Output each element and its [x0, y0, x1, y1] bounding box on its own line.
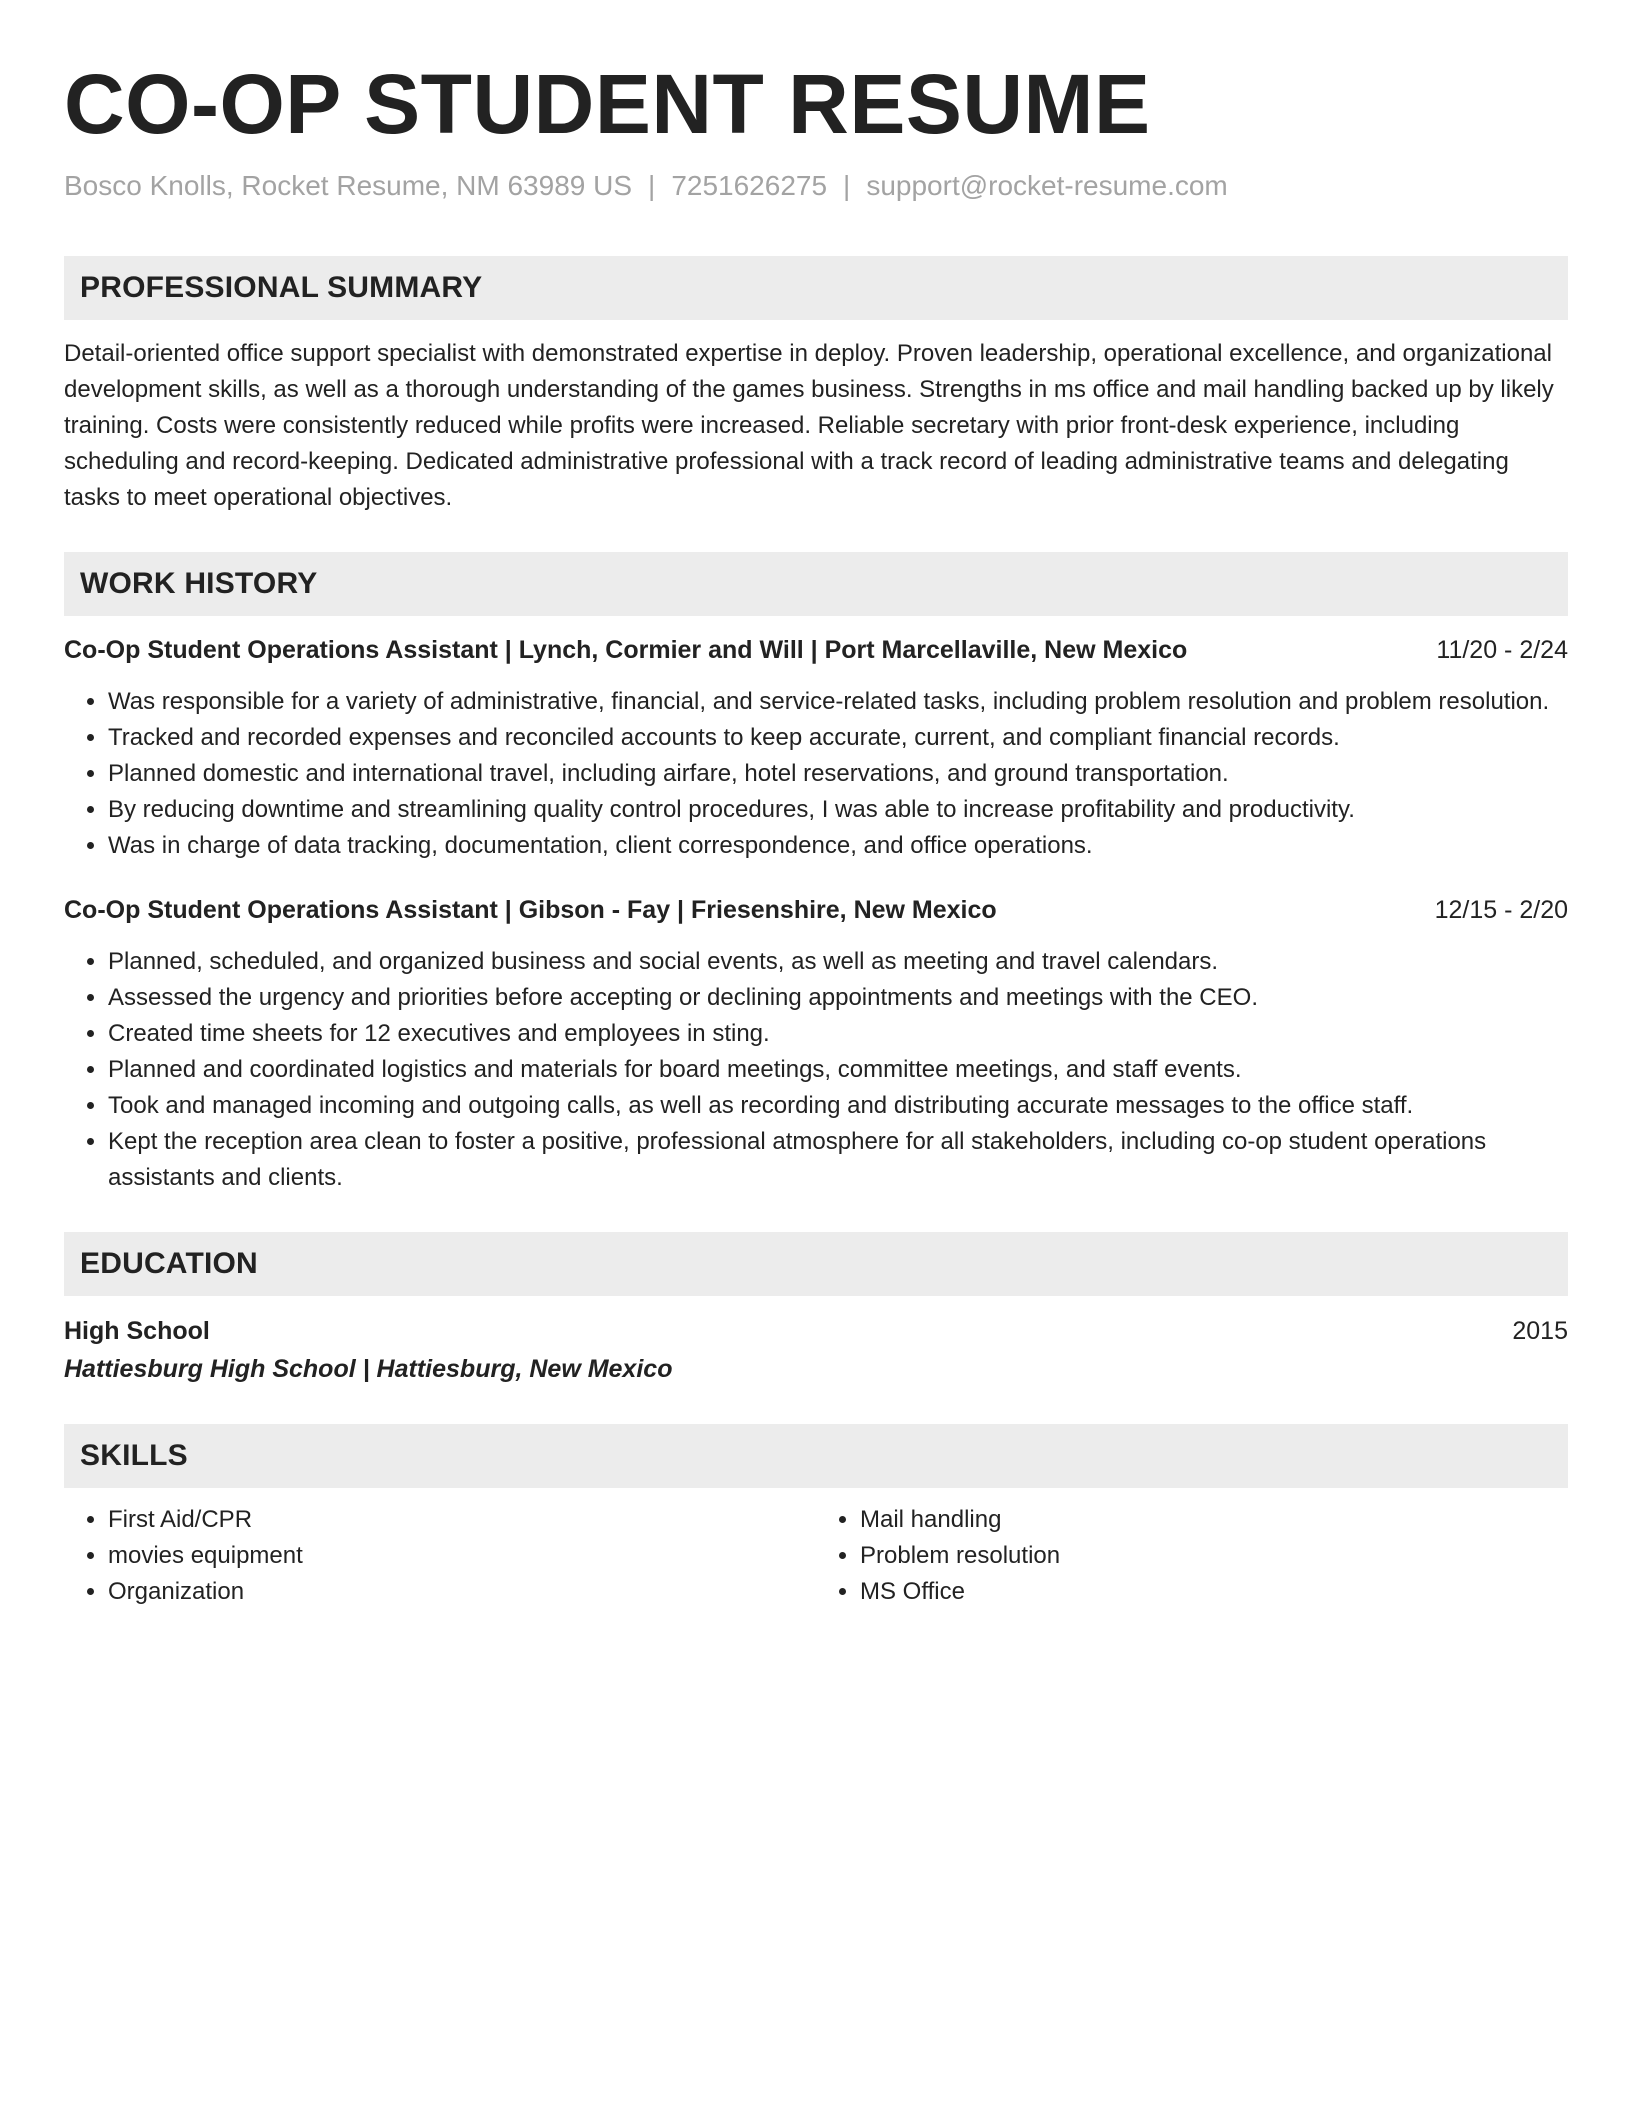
- job-bullet: • Planned, scheduled, and organized business and social events, as well as meeting and travel calendars.: [108, 944, 1568, 980]
- education-degree: High School: [64, 1317, 210, 1345]
- job-bullet: • Was in charge of data tracking, documentation, client correspondence, and office operations.: [108, 828, 1568, 864]
- job-bullet: • By reducing downtime and streamlining quality control procedures, I was able to increase profitability and productivity.: [108, 792, 1568, 828]
- contact-separator: |: [648, 170, 656, 201]
- skills-column-right: [816, 1502, 1568, 1610]
- skill-item: • Mail handling: [860, 1502, 1568, 1538]
- section-heading-education: EDUCATION: [64, 1232, 1568, 1296]
- section-heading-summary: PROFESSIONAL SUMMARY: [64, 256, 1568, 320]
- skills-grid: [64, 1502, 1568, 1610]
- summary-text: Detail-oriented office support specialist with demonstrated expertise in deploy. Proven leadership, operational excellence, and organizational development skills, as well as a thorough understanding of the games business. Strengths in ms office and mail handling backed up by likely training. Costs were consistently reduced while profits were increased. Reliable secretary with prior front-desk experience, including scheduling and record-keeping. Dedicated administrative professional with a track record of leading administrative teams and delegating tasks to meet operational objectives.: [64, 340, 1554, 511]
- job-bullet: • Created time sheets for 12 executives and employees in sting.: [108, 1016, 1568, 1052]
- job-bullet: • Tracked and recorded expenses and reconciled accounts to keep accurate, current, and compliant financial records.: [108, 720, 1568, 756]
- job-dates: 12/15 - 2/20: [1434, 896, 1568, 924]
- contact-separator: |: [843, 170, 851, 201]
- section-heading-work-history: WORK HISTORY: [64, 552, 1568, 616]
- job-bullet: • Took and managed incoming and outgoing calls, as well as recording and distributing accurate messages to the office staff.: [108, 1088, 1568, 1124]
- contact-phone: 7251626275: [671, 170, 828, 201]
- job-header: [64, 892, 1568, 928]
- education-school: Hattiesburg High School | Hattiesburg, New Mexico: [64, 1355, 673, 1383]
- contact-line: [64, 168, 1568, 204]
- skill-item: • First Aid/CPR: [108, 1502, 816, 1538]
- section-heading-skills: SKILLS: [64, 1424, 1568, 1488]
- education-year: 2015: [1512, 1317, 1568, 1345]
- contact-email: support@rocket-resume.com: [866, 170, 1228, 201]
- job-title: Co-Op Student Operations Assistant | Gibson - Fay | Friesenshire, New Mexico: [64, 896, 997, 924]
- contact-address: Bosco Knolls, Rocket Resume, NM 63989 US: [64, 170, 633, 201]
- job-dates: 11/20 - 2/24: [1436, 636, 1568, 664]
- job-bullet: • Planned domestic and international travel, including airfare, hotel reservations, and ground transportation.: [108, 756, 1568, 792]
- skill-item: • MS Office: [860, 1574, 1568, 1610]
- skills-column-left: [64, 1502, 816, 1610]
- education-header: [64, 1312, 1568, 1350]
- job-bullet: • Planned and coordinated logistics and materials for board meetings, committee meetings, and staff events.: [108, 1052, 1568, 1088]
- job-bullet: • Assessed the urgency and priorities before accepting or declining appointments and meetings with the CEO.: [108, 980, 1568, 1016]
- skill-item: • Problem resolution: [860, 1538, 1568, 1574]
- job-header: [64, 632, 1568, 668]
- job-bullets: [64, 684, 1568, 864]
- job-title: Co-Op Student Operations Assistant | Lynch, Cormier and Will | Port Marcellaville, New Mexico: [64, 636, 1188, 664]
- skill-item: • Organization: [108, 1574, 816, 1610]
- resume-title: CO-OP STUDENT RESUME: [64, 57, 1151, 151]
- job-bullets: [64, 944, 1568, 1196]
- job-entry: [64, 632, 1568, 864]
- job-entry: [64, 892, 1568, 1196]
- job-bullet: • Kept the reception area clean to foster a positive, professional atmosphere for all stakeholders, including co-op student operations assistants and clients.: [108, 1124, 1568, 1196]
- job-bullet: • Was responsible for a variety of administrative, financial, and service-related tasks, including problem resolution and problem resolution.: [108, 684, 1568, 720]
- skill-item: • movies equipment: [108, 1538, 816, 1574]
